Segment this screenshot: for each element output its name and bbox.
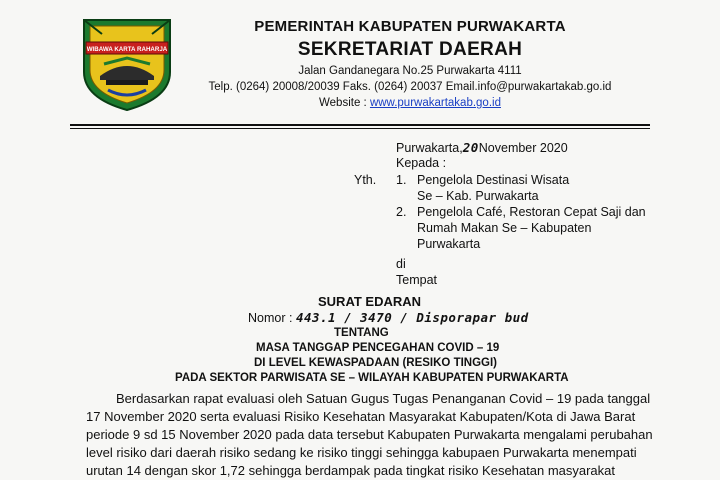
kepada-label: Kepada :	[396, 156, 447, 170]
di-label: di	[396, 257, 406, 271]
place-date: Purwakarta,20November 2020	[396, 140, 568, 155]
subject-line: MASA TANGGAP PENCEGAHAN COVID – 19	[256, 342, 500, 354]
tentang-label: TENTANG	[334, 327, 389, 339]
yth-label: Yth.	[354, 173, 377, 187]
office-address: Jalan Gandanegara No.25 Purwakarta 4111	[298, 65, 522, 77]
circular-number: Nomor : 443.1 / 3470 / Disporapar bud	[248, 310, 529, 325]
subject-line: DI LEVEL KEWASPADAAN (RESIKO TINGGI)	[254, 357, 498, 369]
government-name: PEMERINTAH KABUPATEN PURWAKARTA	[254, 18, 566, 35]
purwakarta-coat-of-arms-logo	[78, 14, 176, 114]
body-line: 17 November 2020 serta evaluasi Risiko Kesehatan Masyarakat Kabupaten/Kota di Jawa Barat	[86, 409, 636, 424]
subject-line: PADA SEKTOR PARWISATA SE – WILAYAH KABUPATEN PURWAKARTA	[175, 372, 569, 384]
circular-title: SURAT EDARAN	[318, 294, 422, 309]
tempat-label: Tempat	[396, 273, 437, 287]
body-line: level risiko dari daerah risiko sedang ke risiko tinggi sehingga kabupaen Purwakarta menempati	[86, 445, 637, 460]
recipient-line: Pengelola Café, Restoran Cepat Saji dan	[417, 205, 646, 219]
handwritten-number: 443.1 / 3470 / Disporapar bud	[295, 310, 529, 325]
website-link[interactable]: www.purwakartakab.go.id	[369, 97, 501, 109]
recipient-line: Se – Kab. Purwakarta	[417, 189, 539, 203]
letterhead	[190, 18, 630, 109]
body-line: periode 9 sd 15 November 2020 pada data tersebut Kabupaten Purwakarta mengalami perubahan	[86, 427, 653, 442]
office-name: SEKRETARIAT DAERAH	[297, 39, 523, 60]
body-line: urutan 14 dengan skor 1,72 sehingga berdampak pada tingkat risiko Kesehatan masyarakat	[86, 463, 616, 478]
recipient-number: 2.	[396, 205, 407, 219]
logo-motto: WIBAWA KARTA RAHARJA	[86, 46, 168, 53]
recipient-number: 1.	[396, 173, 407, 187]
letterhead-divider	[70, 124, 650, 126]
handwritten-day: 20	[462, 140, 479, 155]
recipient-line: Rumah Makan Se – Kabupaten	[417, 221, 592, 235]
body-line: Berdasarkan rapat evaluasi oleh Satuan Gugus Tugas Penanganan Covid – 19 pada tanggal	[116, 391, 651, 406]
recipient-line: Purwakarta	[417, 237, 481, 251]
office-website	[190, 97, 630, 109]
letterhead-divider-thin	[70, 128, 650, 129]
office-contact: Telp. (0264) 20008/20039 Faks. (0264) 20037 Email.info@purwakartakab.go.id	[208, 81, 612, 93]
website-label: Website :	[319, 97, 367, 109]
recipient-line: Pengelola Destinasi Wisata	[417, 173, 570, 187]
